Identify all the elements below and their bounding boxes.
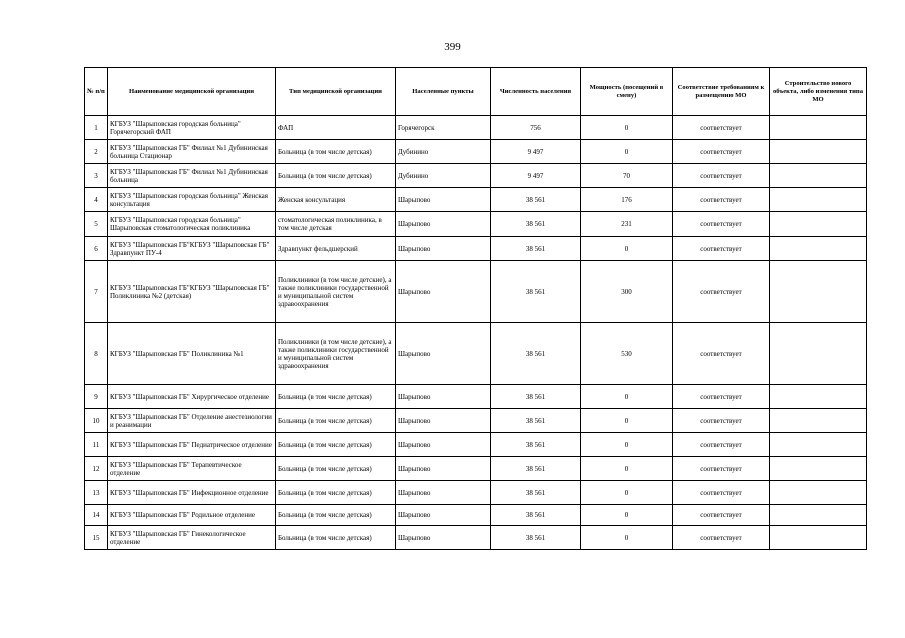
- header-organization-name: Наименование медицинской организации: [108, 68, 276, 116]
- cell-row-number: 9: [85, 385, 108, 409]
- cell-capacity: 0: [581, 481, 673, 505]
- cell-capacity: 231: [581, 212, 673, 237]
- table-row: [85, 140, 867, 164]
- cell-capacity: 0: [581, 457, 673, 481]
- cell-row-number: 7: [85, 261, 108, 323]
- cell-settlement: Шарыпово: [396, 505, 491, 526]
- cell-organization-type: Больница (в том числе детская): [276, 385, 396, 409]
- cell-population: 38 561: [491, 385, 581, 409]
- cell-settlement: Шарыпово: [396, 433, 491, 457]
- cell-capacity: 0: [581, 433, 673, 457]
- cell-compliance: соответствует: [673, 481, 770, 505]
- cell-capacity: 0: [581, 237, 673, 261]
- cell-new-object: [770, 188, 867, 212]
- cell-compliance: соответствует: [673, 457, 770, 481]
- cell-compliance: соответствует: [673, 188, 770, 212]
- cell-organization-name: КГБУЗ "Шарыповская ГБ" Родильное отделение: [108, 505, 276, 526]
- cell-capacity: 0: [581, 409, 673, 433]
- table-body: [85, 116, 867, 550]
- cell-organization-type: Больница (в том числе детская): [276, 140, 396, 164]
- cell-capacity: 0: [581, 140, 673, 164]
- cell-population: 38 561: [491, 433, 581, 457]
- cell-capacity: 0: [581, 526, 673, 550]
- header-population: Численность населения: [491, 68, 581, 116]
- cell-compliance: соответствует: [673, 526, 770, 550]
- cell-row-number: 6: [85, 237, 108, 261]
- cell-organization-type: Поликлиники (в том числе детские), а также поликлиники государственной и муниципальной систем здравоохранения: [276, 261, 396, 323]
- medical-organizations-table: [84, 67, 867, 550]
- cell-organization-type: Здравпункт фельдшерский: [276, 237, 396, 261]
- cell-organization-name: КГБУЗ "Шарыповская ГБ" Терапевтическое отделение: [108, 457, 276, 481]
- cell-organization-name: КГБУЗ "Шарыповская ГБ" Гинекологическое отделение: [108, 526, 276, 550]
- cell-population: 38 561: [491, 212, 581, 237]
- cell-population: 38 561: [491, 188, 581, 212]
- cell-new-object: [770, 505, 867, 526]
- cell-compliance: соответствует: [673, 409, 770, 433]
- cell-row-number: 13: [85, 481, 108, 505]
- header-organization-type: Тип медицинской организации: [276, 68, 396, 116]
- cell-organization-type: Больница (в том числе детская): [276, 526, 396, 550]
- cell-new-object: [770, 409, 867, 433]
- cell-row-number: 1: [85, 116, 108, 140]
- page-number: 399: [444, 41, 461, 53]
- table-row: [85, 237, 867, 261]
- cell-compliance: соответствует: [673, 164, 770, 188]
- cell-organization-name: КГБУЗ "Шарыповская ГБ" Педиатрическое отделение: [108, 433, 276, 457]
- cell-settlement: Шарыпово: [396, 457, 491, 481]
- cell-new-object: [770, 481, 867, 505]
- cell-compliance: соответствует: [673, 323, 770, 385]
- cell-organization-type: Больница (в том числе детская): [276, 505, 396, 526]
- cell-organization-type: Больница (в том числе детская): [276, 433, 396, 457]
- cell-capacity: 70: [581, 164, 673, 188]
- cell-organization-name: КГБУЗ "Шарыповская городская больница" Горячегорский ФАП: [108, 116, 276, 140]
- header-new-object: Строительство нового объекта, либо изменения типа МО: [770, 68, 867, 116]
- table-row: [85, 481, 867, 505]
- cell-new-object: [770, 457, 867, 481]
- cell-capacity: 0: [581, 116, 673, 140]
- cell-organization-name: КГБУЗ "Шарыповская ГБ" Хирургическое отделение: [108, 385, 276, 409]
- cell-new-object: [770, 323, 867, 385]
- cell-capacity: 530: [581, 323, 673, 385]
- cell-capacity: 0: [581, 505, 673, 526]
- cell-new-object: [770, 433, 867, 457]
- table-row: [85, 457, 867, 481]
- cell-organization-name: КГБУЗ "Шарыповская ГБ" Филиал №1 Дубининская больница Стационар: [108, 140, 276, 164]
- cell-population: 38 561: [491, 457, 581, 481]
- cell-population: 38 561: [491, 409, 581, 433]
- cell-organization-type: Женская консультация: [276, 188, 396, 212]
- table-row: [85, 261, 867, 323]
- cell-capacity: 300: [581, 261, 673, 323]
- header-capacity: Мощность (посещений в смену): [581, 68, 673, 116]
- cell-organization-name: КГБУЗ "Шарыповская ГБ" Инфекционное отделение: [108, 481, 276, 505]
- cell-compliance: соответствует: [673, 212, 770, 237]
- cell-row-number: 12: [85, 457, 108, 481]
- cell-compliance: соответствует: [673, 385, 770, 409]
- cell-settlement: Дубинино: [396, 164, 491, 188]
- cell-settlement: Шарыпово: [396, 481, 491, 505]
- cell-population: 38 561: [491, 237, 581, 261]
- table-row: [85, 164, 867, 188]
- cell-organization-name: КГБУЗ "Шарыповская ГБ"КГБУЗ "Шарыповская ГБ" Поликлиника №2 (детская): [108, 261, 276, 323]
- cell-settlement: Шарыпово: [396, 409, 491, 433]
- cell-settlement: Горячегорск: [396, 116, 491, 140]
- cell-population: 9 497: [491, 140, 581, 164]
- cell-settlement: Дубинино: [396, 140, 491, 164]
- cell-capacity: 0: [581, 385, 673, 409]
- cell-settlement: Шарыпово: [396, 188, 491, 212]
- cell-compliance: соответствует: [673, 140, 770, 164]
- cell-organization-name: КГБУЗ "Шарыповская городская больница" Женская консультация: [108, 188, 276, 212]
- header-number: № п/п: [85, 68, 108, 116]
- table-row: [85, 323, 867, 385]
- table-row: [85, 212, 867, 237]
- cell-row-number: 2: [85, 140, 108, 164]
- cell-new-object: [770, 140, 867, 164]
- table-header-row: [85, 68, 867, 116]
- cell-organization-type: ФАП: [276, 116, 396, 140]
- cell-organization-type: Поликлиники (в том числе детские), а также поликлиники государственной и муниципальной систем здравоохранения: [276, 323, 396, 385]
- table-row: [85, 409, 867, 433]
- cell-population: 38 561: [491, 505, 581, 526]
- cell-new-object: [770, 261, 867, 323]
- cell-capacity: 176: [581, 188, 673, 212]
- table-row: [85, 433, 867, 457]
- cell-row-number: 4: [85, 188, 108, 212]
- cell-new-object: [770, 385, 867, 409]
- cell-organization-type: Больница (в том числе детская): [276, 481, 396, 505]
- cell-row-number: 11: [85, 433, 108, 457]
- table-row: [85, 385, 867, 409]
- cell-organization-type: Больница (в том числе детская): [276, 457, 396, 481]
- cell-organization-name: КГБУЗ "Шарыповская ГБ" Отделение анестезиологии и реанимации: [108, 409, 276, 433]
- cell-population: 38 561: [491, 323, 581, 385]
- cell-settlement: Шарыпово: [396, 323, 491, 385]
- cell-organization-type: стоматологическая поликлиника, в том числе детская: [276, 212, 396, 237]
- cell-population: 9 497: [491, 164, 581, 188]
- cell-compliance: соответствует: [673, 261, 770, 323]
- cell-new-object: [770, 212, 867, 237]
- cell-population: 38 561: [491, 526, 581, 550]
- cell-organization-name: КГБУЗ "Шарыповская городская больница" Шарыповская стоматологическая поликлиника: [108, 212, 276, 237]
- cell-organization-name: КГБУЗ "Шарыповская ГБ"КГБУЗ "Шарыповская ГБ" Здравпункт ПУ-4: [108, 237, 276, 261]
- cell-population: 756: [491, 116, 581, 140]
- cell-settlement: Шарыпово: [396, 526, 491, 550]
- cell-new-object: [770, 237, 867, 261]
- cell-row-number: 3: [85, 164, 108, 188]
- table-row: [85, 505, 867, 526]
- cell-new-object: [770, 116, 867, 140]
- header-compliance: Соответствие требованиям к размещению МО: [673, 68, 770, 116]
- cell-new-object: [770, 164, 867, 188]
- table-row: [85, 188, 867, 212]
- cell-compliance: соответствует: [673, 505, 770, 526]
- cell-settlement: Шарыпово: [396, 237, 491, 261]
- cell-row-number: 14: [85, 505, 108, 526]
- cell-row-number: 10: [85, 409, 108, 433]
- table-row: [85, 526, 867, 550]
- cell-population: 38 561: [491, 261, 581, 323]
- cell-new-object: [770, 526, 867, 550]
- cell-compliance: соответствует: [673, 433, 770, 457]
- cell-organization-name: КГБУЗ "Шарыповская ГБ" Поликлиника №1: [108, 323, 276, 385]
- cell-settlement: Шарыпово: [396, 261, 491, 323]
- cell-organization-type: Больница (в том числе детская): [276, 409, 396, 433]
- cell-population: 38 561: [491, 481, 581, 505]
- cell-settlement: Шарыпово: [396, 212, 491, 237]
- cell-row-number: 8: [85, 323, 108, 385]
- cell-organization-type: Больница (в том числе детская): [276, 164, 396, 188]
- cell-settlement: Шарыпово: [396, 385, 491, 409]
- header-settlements: Населенные пункты: [396, 68, 491, 116]
- table-row: [85, 116, 867, 140]
- cell-row-number: 15: [85, 526, 108, 550]
- cell-organization-name: КГБУЗ "Шарыповская ГБ" Филиал №1 Дубининская больница: [108, 164, 276, 188]
- cell-compliance: соответствует: [673, 116, 770, 140]
- cell-compliance: соответствует: [673, 237, 770, 261]
- cell-row-number: 5: [85, 212, 108, 237]
